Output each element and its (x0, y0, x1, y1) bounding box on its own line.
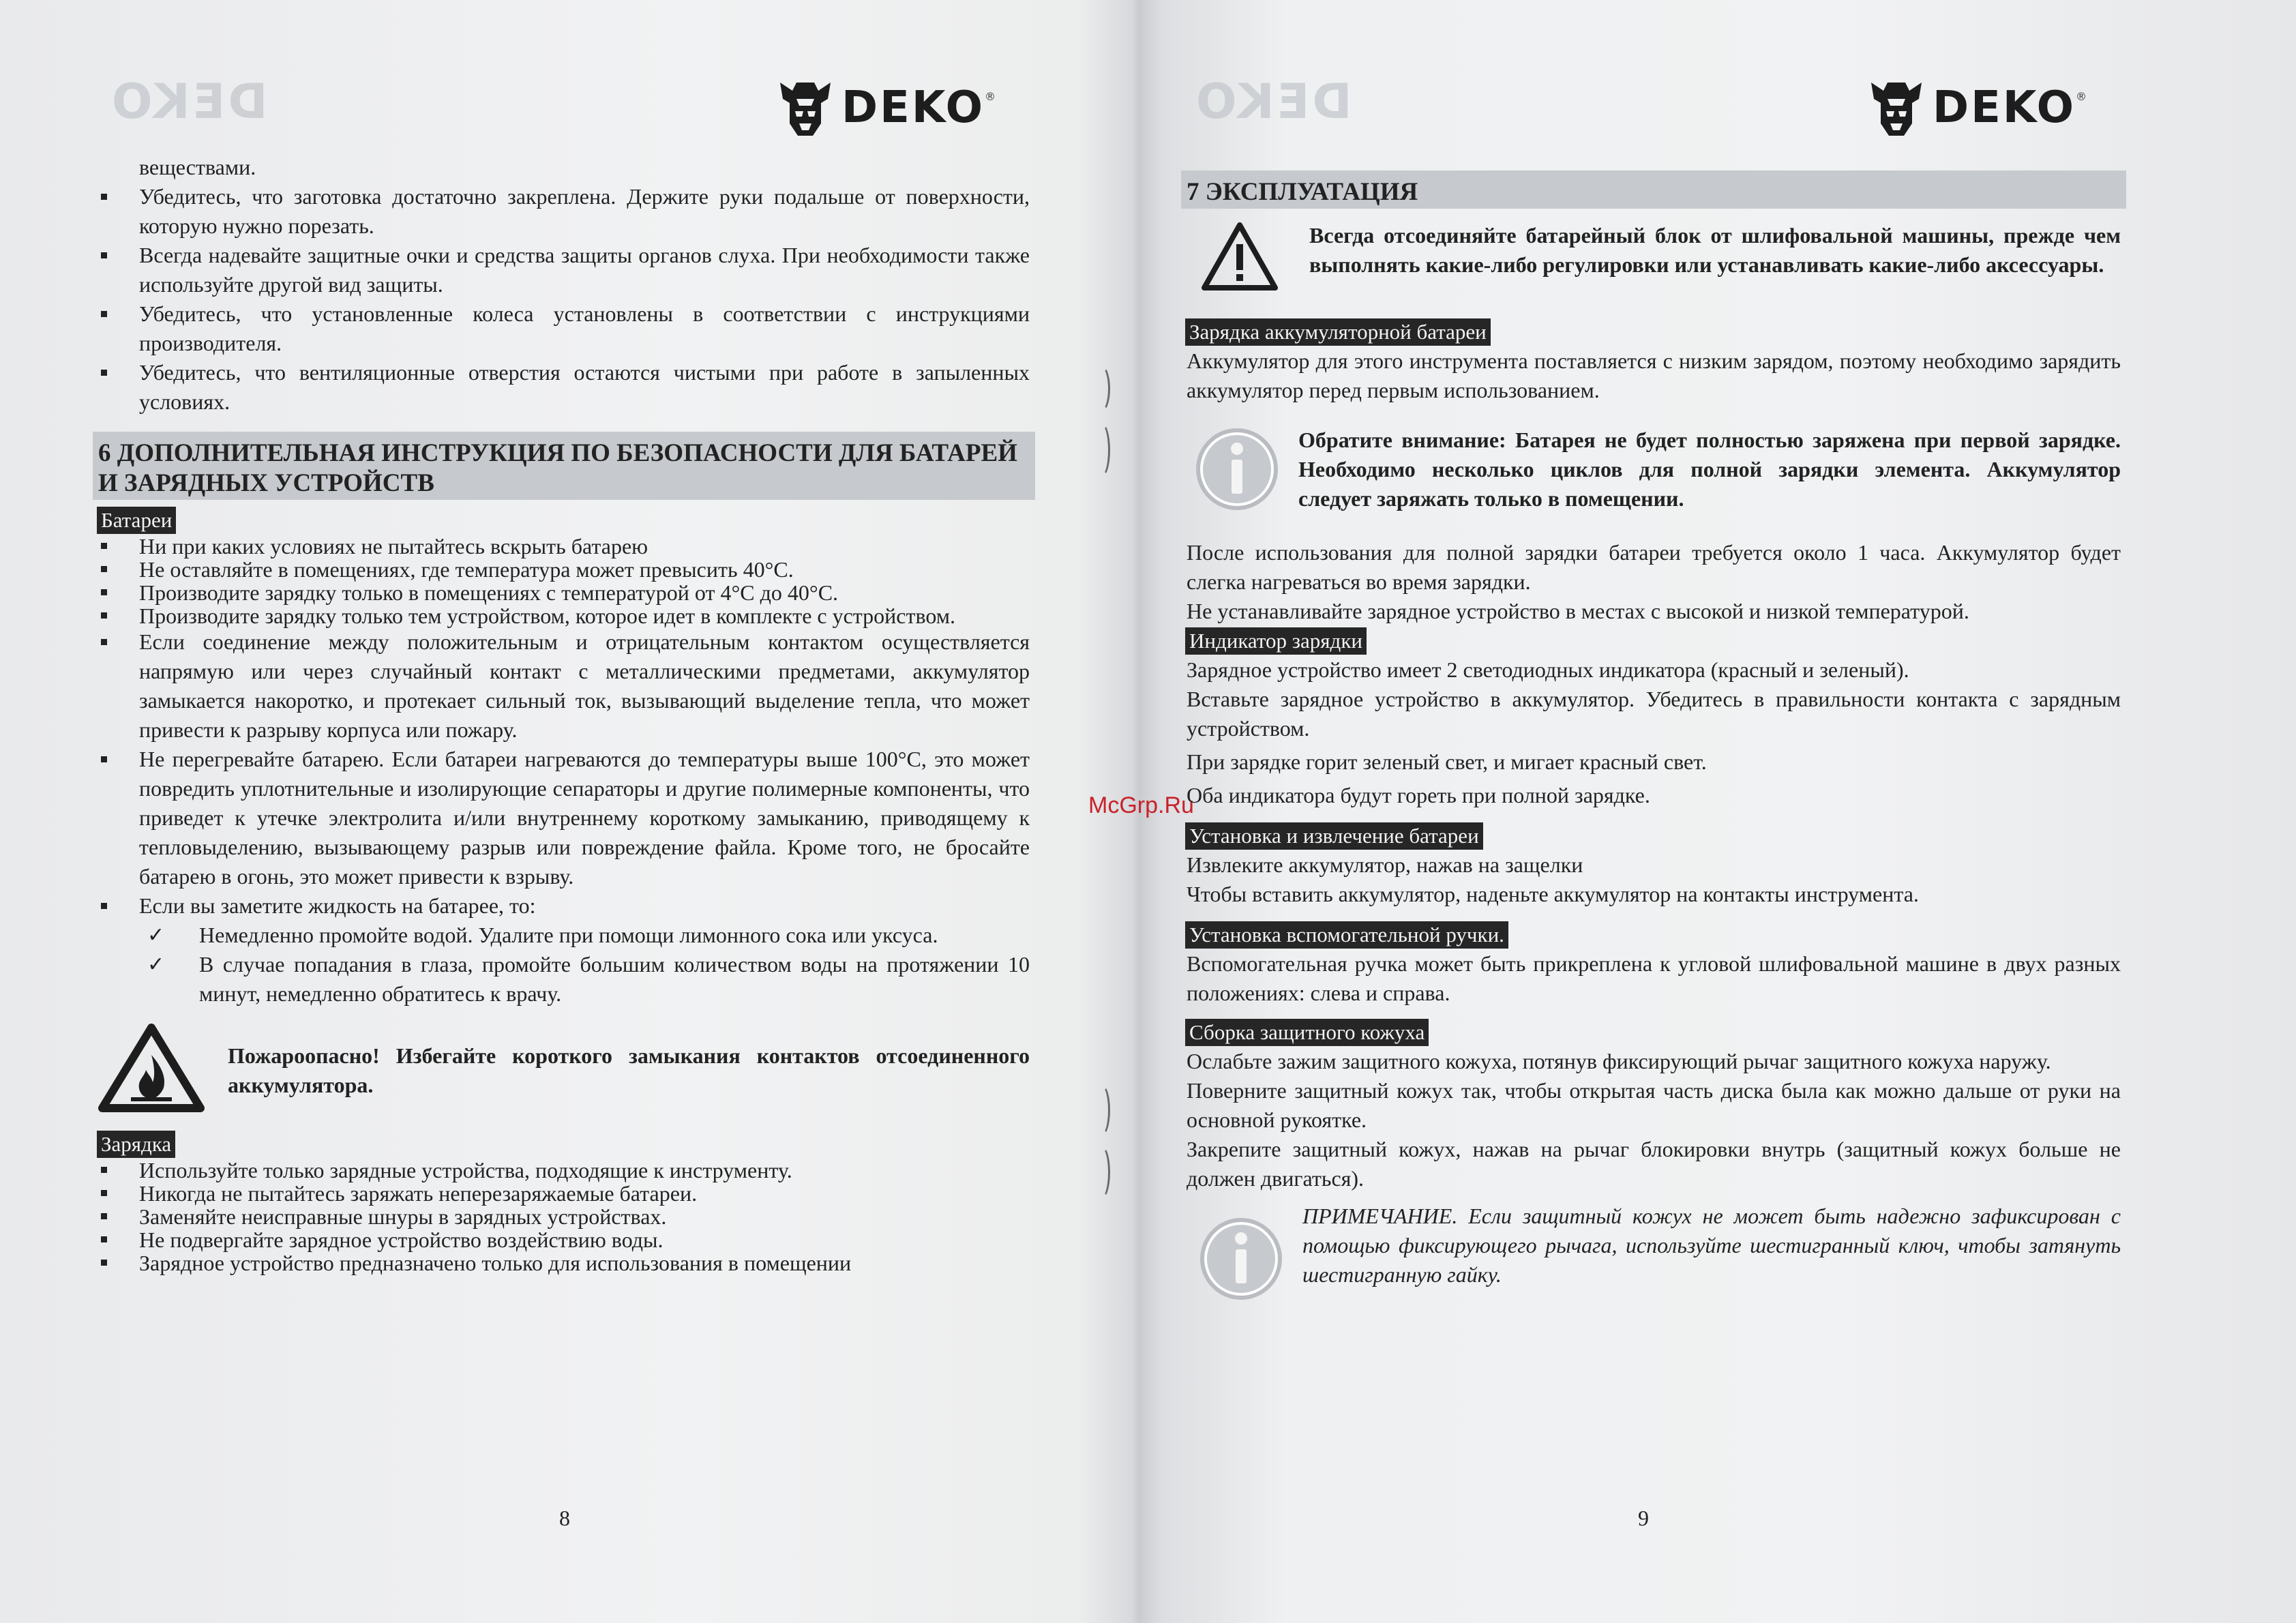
list-item: Не перегревайте батарею. Если батареи нагреваются до температуры выше 100°C, это может повредить уплотнительные и изолирующие сепараторы и другие полимерные компоненты, что приведет к утечке электролита и/или внутреннему короткому замыканию, приводящему к тепловыделению, вызывающему разрыв или повреждение файла. Кроме того, не бросайте батарею в огонь, это может привести к взрыву. (98, 745, 1030, 891)
fire-hazard-icon (98, 1024, 205, 1120)
bleed-through-logo: DEKO (1193, 74, 1352, 130)
section-title: 6 ДОПОЛНИТЕЛЬНАЯ ИНСТРУКЦИЯ ПО БЕЗОПАСНОСТИ ДЛЯ БАТАРЕЙ И ЗАРЯДНЫХ УСТРОЙСТВ (93, 432, 1035, 500)
list-item: Если соединение между положительным и отрицательным контактом осуществляется напрямую или через случайный контакт с металлическими предметами, аккумулятор замыкается накоротко, и протекает сильный ток, вызывающий выделение тепла, что может привести к разрыву корпуса или пожару. (98, 627, 1030, 745)
list-item: Заменяйте неисправные шнуры в зарядных устройствах. (98, 1205, 1030, 1228)
deko-bull-logo-icon (776, 76, 835, 140)
bleed-through-logo: DEKO (109, 74, 268, 130)
paragraph: После использования для полной зарядки батареи требуется около 1 часа. Аккумулятор будет слегка нагреваться во время зарядки. (1187, 540, 2121, 594)
left-column (98, 153, 1030, 1275)
info-icon (1197, 1215, 1285, 1310)
list-item: Производите зарядку только в помещениях с температурой от 4°C до 40°C. (98, 581, 1030, 604)
paragraph: Оба индикатора будут гореть при полной зарядке. (1187, 783, 1650, 807)
page-number: 8 (559, 1506, 570, 1530)
operation-warning-text: Всегда отсоединяйте батарейный блок от шлифовальной машины, прежде чем выполнять какие-либо регулировки или устанавливать какие-либо аксессуары. (1309, 223, 2121, 277)
list-item: Используйте только зарядные устройства, подходящие к инструменту. (98, 1159, 1030, 1182)
operation-warning (1187, 221, 2121, 299)
paragraph: Вспомогательная ручка может быть прикреплена к угловой шлифовальной машине в двух разных положениях: слева и справа. (1187, 951, 2121, 1005)
list-item: Убедитесь, что вентиляционные отверстия остаются чистыми при работе в запыленных условиях. (98, 358, 1030, 417)
list-item: Никогда не пытайтесь заряжать неперезаряжаемые батареи. (98, 1182, 1030, 1205)
charging-note (1187, 426, 2121, 520)
guard-heading: Сборка защитного кожуха (1185, 1019, 1429, 1046)
list-item: Не оставляйте в помещениях, где температура может превысить 40°C. (98, 558, 1030, 581)
list-item: Всегда надевайте защитные очки и средства защиты органов слуха. При необходимости также используйте другой вид защиты. (98, 241, 1030, 299)
list-item: Зарядное устройство предназначено только для использования в помещении (98, 1251, 1030, 1275)
charging-note-text: Обратите внимание: Батарея не будет полностью заряжена при первой зарядке. Необходимо несколько циклов для полной зарядки элемента. Аккумулятор следует заряжать только в помещении. (1298, 428, 2121, 511)
charging-heading: Зарядка аккумуляторной батареи (1185, 318, 1491, 346)
paragraph: Ослабьте зажим защитного кожуха, потянув фиксирующий рычаг защитного кожуха наружу. (1187, 1049, 2051, 1073)
paragraph: Аккумулятор для этого инструмента поставляется с низким зарядом, поэтому необходимо зарядить аккумулятор перед первым использованием. (1187, 348, 2121, 402)
fire-warning-text: Пожароопасно! Избегайте короткого замыкания контактов отсоединенного аккумулятора. (228, 1043, 1030, 1097)
list-item: Ни при каких условиях не пытайтесь вскрыть батарею (98, 535, 1030, 558)
brand-logo (776, 74, 996, 142)
page-8 (0, 0, 1118, 1623)
brand-name: DEKO (1933, 83, 2076, 133)
paragraph: При зарядке горит зеленый свет, и мигает красный свет. (1187, 749, 1707, 774)
brand-name: DEKO (841, 83, 985, 133)
fire-warning (98, 1024, 1030, 1120)
batteries-label: Батареи (97, 507, 176, 534)
list-item: Убедитесь, что установленные колеса установлены в соответствии с инструкциями производителя. (98, 299, 1030, 358)
registered-mark: ® (2075, 90, 2087, 103)
liquid-checklist (98, 921, 1030, 1009)
paragraph: Вставьте зарядное устройство в аккумулятор. Убедитесь в правильности контакта с зарядным устройством. (1187, 687, 2121, 741)
registered-mark: ® (984, 90, 996, 103)
charging-list (98, 1159, 1030, 1275)
guard-note-text: ПРИМЕЧАНИЕ. Если защитный кожух не может быть надежно зафиксирован с помощью фиксирующего рычага, используйте шестигранный ключ, чтобы затянуть шестигранную гайку. (1302, 1204, 2121, 1287)
text-fragment: веществами. (139, 155, 256, 179)
charging-label: Зарядка (97, 1131, 175, 1158)
check-item: ✓ В случае попадания в глаза, промойте большим количеством воды на протяжении 10 минут, немедленно обратитесь к врачу. (98, 950, 1030, 1009)
indicator-heading: Индикатор зарядки (1185, 627, 1367, 655)
batteries-list (98, 535, 1030, 627)
guard-note (1187, 1202, 2121, 1310)
battery-heading: Установка и извлечение батареи (1185, 822, 1483, 850)
paragraph: Извлеките аккумулятор, нажав на защелки (1187, 852, 1583, 877)
section-title: 7 ЭКСПЛУАТАЦИЯ (1181, 170, 2126, 209)
safety-list (98, 182, 1030, 417)
right-column (1187, 170, 2121, 1320)
paragraph: Закрепите защитный кожух, нажав на рычаг блокировки внутрь (защитный кожух больше не должен двигаться). (1187, 1137, 2121, 1191)
brand-logo (1867, 74, 2087, 142)
paragraph: Зарядное устройство имеет 2 светодиодных индикатора (красный и зеленый). (1187, 657, 1909, 682)
info-icon (1193, 426, 1281, 520)
list-item: Производите зарядку только тем устройством, которое идет в комплекте с устройством. (98, 604, 1030, 627)
page-number: 9 (1638, 1506, 1649, 1530)
list-item: Не подвергайте зарядное устройство воздействию воды. (98, 1228, 1030, 1251)
warning-triangle-icon (1200, 221, 1279, 299)
handle-heading: Установка вспомогательной ручки. (1185, 921, 1508, 949)
paragraph: Чтобы вставить аккумулятор, наденьте аккумулятор на контакты инструмента. (1187, 882, 1919, 906)
paragraph: Поверните защитный кожух так, чтобы открытая часть диска была как можно дальше от руки на основной рукоятке. (1187, 1078, 2121, 1132)
paragraph: Не устанавливайте зарядное устройство в местах с высокой и низкой температурой. (1187, 599, 1969, 623)
list-item: Убедитесь, что заготовка достаточно закреплена. Держите руки подальше от поверхности, которую нужно порезать. (98, 182, 1030, 241)
deko-bull-logo-icon (1867, 76, 1926, 140)
list-item: Если вы заметите жидкость на батарее, то: (98, 891, 1030, 921)
watermark: McGrp.Ru (1088, 792, 1194, 818)
batteries-list-continued (98, 627, 1030, 921)
check-item: ✓ Немедленно промойте водой. Удалите при помощи лимонного сока или уксуса. (98, 921, 1030, 950)
